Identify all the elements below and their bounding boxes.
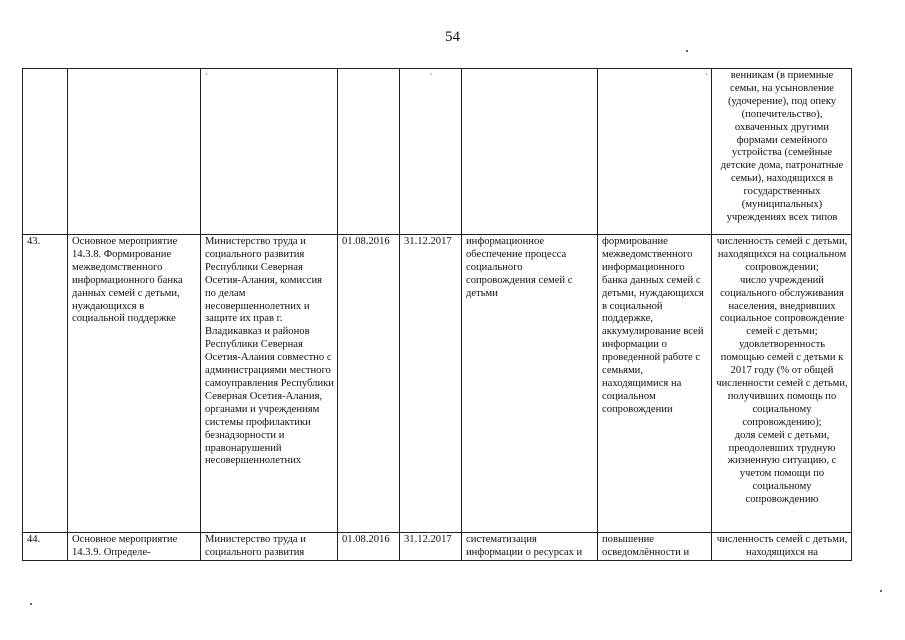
indicator-text: численность семей с детьми, находящихся на	[716, 534, 848, 558]
row-number	[23, 69, 68, 235]
activity-cell: Основное мероприятие 14.3.8. Формирование межведомственного информационного банка данных семей с детьми, нуждающихся в социальной поддержке	[68, 235, 201, 533]
indicators-cell	[712, 235, 852, 533]
table-row	[23, 69, 852, 235]
executor-cell	[201, 533, 338, 561]
start-date-cell	[338, 69, 400, 235]
indicator-text: удовлетворенность помощью семей с детьми к 2017 году (% от общей численности семей с детьми, получивших помощь по социальному сопровождению);	[716, 339, 848, 428]
indicator-text: число учреждений социального обслуживания населения, внедривших социальное сопровождение семей с детьми;	[719, 274, 845, 338]
scan-speck	[686, 50, 688, 52]
scan-speck	[30, 603, 32, 605]
start-date-cell: 01.08.2016	[338, 533, 400, 561]
directions-cell: информационное обеспечение процесса социального сопровождения семей с детьми	[462, 235, 598, 533]
indicators-cell	[712, 533, 852, 561]
row-number: 43.	[23, 235, 68, 533]
directions-cell	[462, 533, 598, 561]
executor-cell: Министерство труда и социального развития Республики Северная Осетия-Алания, комиссия по делам несовершеннолетних и защите их прав г. Владикавказ и районов Республики Северная Осетия-Алания совместно с администрациями местного самоуправления Республики Северная Осетия-Алания, органами и учреждениям системы профилактики безнадзорности и правонарушений несовершеннолетних	[201, 235, 338, 533]
table-row	[23, 533, 852, 561]
activity-text: Основное мероприятие 14.3.9. Определе-	[72, 534, 178, 558]
table-row	[23, 235, 852, 533]
end-date-cell: 31.12.2017	[400, 235, 462, 533]
page-number: 54	[445, 29, 460, 45]
row-number: 44.	[23, 533, 68, 561]
effect-cell	[598, 533, 712, 561]
indicators-cell	[712, 69, 852, 235]
indicator-text: доля семей с детьми, преодолевших трудную жизненную ситуацию, с учетом помощи по социальному сопровождению	[727, 429, 837, 506]
effect-cell	[598, 69, 712, 235]
indicator-text: численность семей с детьми, находящихся на социальном сопровождении;	[716, 236, 848, 273]
directions-cell	[462, 69, 598, 235]
effect-cell: формирование межведомственного информационного банка данных семей с детьми, нуждающихся в социальной поддержке, аккумулирование всей информации о проведенной работе с семьями, находящимися на социальном сопровождении	[598, 235, 712, 533]
indicator-text: венникам (в приемные семьи, на усыновление (удочерение), под опеку (попечительство), охваченных другими формами семейного устройства (семейные детские дома, патронатные семьи), находящихся в государственных (муниципальных) учреждениях всех типов	[720, 70, 844, 223]
scan-speck	[880, 590, 882, 592]
executor-text: Министерство труда и социального развития	[205, 534, 306, 558]
activity-cell	[68, 533, 201, 561]
program-activities-table	[22, 68, 852, 561]
end-date-cell: 31.12.2017	[400, 533, 462, 561]
end-date-cell	[400, 69, 462, 235]
start-date-cell: 01.08.2016	[338, 235, 400, 533]
scan-dot: ·	[429, 69, 433, 79]
directions-text: систематизация информации о ресурсах и	[466, 534, 583, 558]
scan-dot: ·	[205, 69, 208, 79]
effect-text: повышение осведомлённости и	[602, 534, 690, 558]
scan-dot: ·	[705, 69, 708, 79]
activity-cell	[68, 69, 201, 235]
executor-cell	[201, 69, 338, 235]
